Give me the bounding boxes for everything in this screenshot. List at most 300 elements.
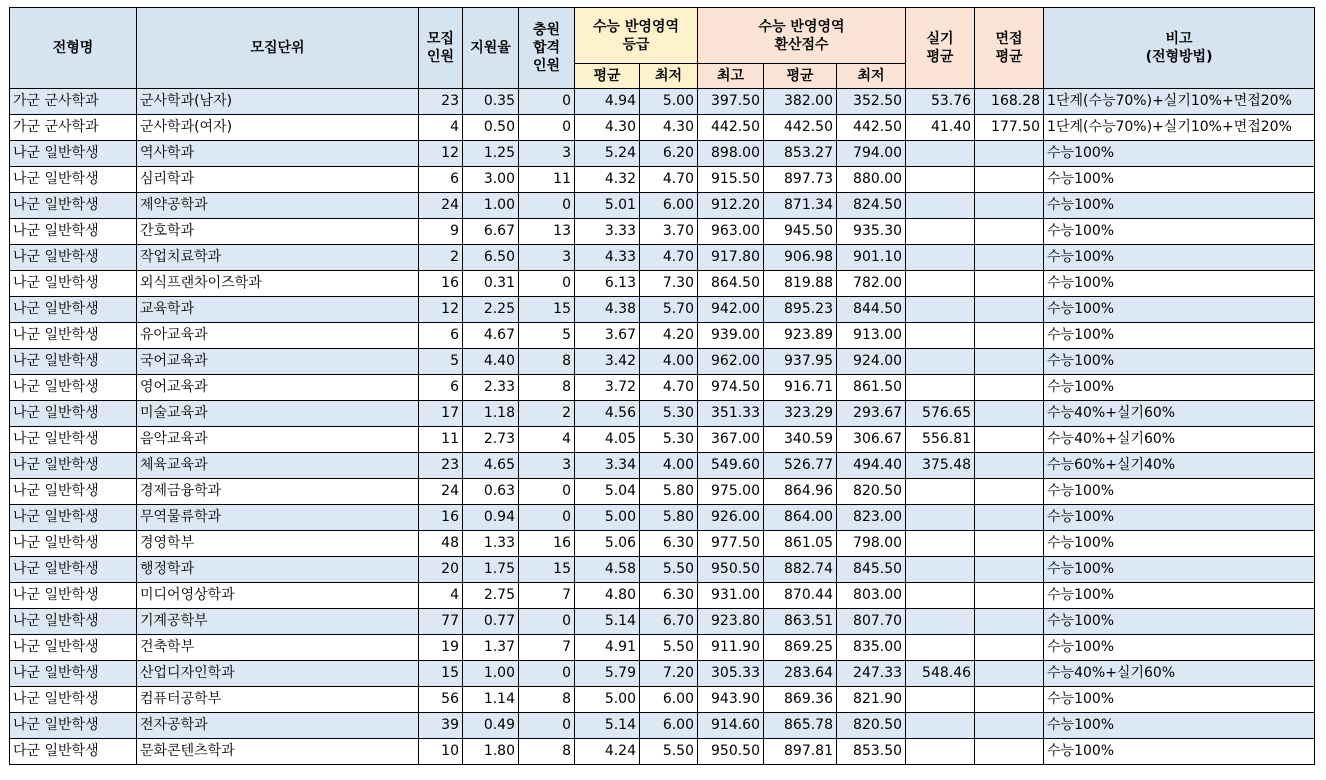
- cell-score-avg: 871.34: [764, 193, 837, 219]
- cell-interview: [975, 349, 1044, 375]
- cell-unit: 건축학부: [137, 635, 419, 661]
- header-ratio: 지원율: [463, 8, 519, 89]
- cell-extra: 3: [519, 245, 575, 271]
- cell-ratio: 0.31: [463, 271, 519, 297]
- cell-practical: [906, 479, 975, 505]
- cell-score-avg: 865.78: [764, 713, 837, 739]
- cell-note: 1단계(수능70%)+실기10%+면접20%: [1044, 115, 1315, 141]
- cell-extra: 8: [519, 349, 575, 375]
- cell-unit: 제약공학과: [137, 193, 419, 219]
- table-row: [10, 245, 1315, 271]
- cell-extra: 0: [519, 115, 575, 141]
- cell-practical: [906, 687, 975, 713]
- table-row: [10, 89, 1315, 115]
- cell-grade-min: 5.00: [640, 89, 698, 115]
- cell-score-avg: 864.00: [764, 505, 837, 531]
- cell-practical: [906, 245, 975, 271]
- cell-note: 수능100%: [1044, 531, 1315, 557]
- table-row: [10, 453, 1315, 479]
- cell-score-max: 305.33: [698, 661, 764, 687]
- cell-grade-min: 4.20: [640, 323, 698, 349]
- cell-grade-avg: 5.24: [575, 141, 640, 167]
- cell-score-min: 924.00: [837, 349, 906, 375]
- cell-practical: [906, 219, 975, 245]
- cell-ratio: 1.33: [463, 531, 519, 557]
- cell-practical: [906, 583, 975, 609]
- cell-quota: 24: [419, 479, 463, 505]
- header-quota: 모집 인원: [419, 8, 463, 89]
- table-row: [10, 167, 1315, 193]
- cell-interview: [975, 193, 1044, 219]
- cell-score-min: 247.33: [837, 661, 906, 687]
- cell-practical: 556.81: [906, 427, 975, 453]
- cell-score-min: 798.00: [837, 531, 906, 557]
- cell-extra: 0: [519, 661, 575, 687]
- cell-type: 나군 일반학생: [10, 661, 137, 687]
- cell-ratio: 1.75: [463, 557, 519, 583]
- cell-grade-min: 6.20: [640, 141, 698, 167]
- cell-note: 수능40%+실기60%: [1044, 401, 1315, 427]
- table-body: [10, 89, 1315, 765]
- cell-score-max: 950.50: [698, 739, 764, 765]
- cell-ratio: 6.67: [463, 219, 519, 245]
- cell-extra: 0: [519, 609, 575, 635]
- cell-score-min: 823.00: [837, 505, 906, 531]
- cell-score-max: 931.00: [698, 583, 764, 609]
- cell-score-min: 853.50: [837, 739, 906, 765]
- cell-score-max: 911.90: [698, 635, 764, 661]
- cell-score-avg: 382.00: [764, 89, 837, 115]
- cell-practical: [906, 349, 975, 375]
- cell-note: 수능100%: [1044, 271, 1315, 297]
- cell-grade-min: 5.80: [640, 505, 698, 531]
- cell-score-avg: 906.98: [764, 245, 837, 271]
- cell-extra: 8: [519, 375, 575, 401]
- cell-score-min: 901.10: [837, 245, 906, 271]
- cell-grade-min: 5.70: [640, 297, 698, 323]
- cell-extra: 15: [519, 297, 575, 323]
- cell-note: 수능60%+실기40%: [1044, 453, 1315, 479]
- cell-type: 나군 일반학생: [10, 401, 137, 427]
- cell-type: 나군 일반학생: [10, 375, 137, 401]
- cell-score-min: 794.00: [837, 141, 906, 167]
- cell-grade-avg: 6.13: [575, 271, 640, 297]
- cell-type: 나군 일반학생: [10, 323, 137, 349]
- cell-unit: 미술교육과: [137, 401, 419, 427]
- cell-score-min: 844.50: [837, 297, 906, 323]
- cell-type: 나군 일반학생: [10, 583, 137, 609]
- cell-score-min: 803.00: [837, 583, 906, 609]
- cell-score-avg: 819.88: [764, 271, 837, 297]
- cell-note: 수능100%: [1044, 375, 1315, 401]
- cell-interview: [975, 479, 1044, 505]
- cell-extra: 16: [519, 531, 575, 557]
- cell-extra: 3: [519, 453, 575, 479]
- cell-score-avg: 323.29: [764, 401, 837, 427]
- cell-grade-avg: 5.06: [575, 531, 640, 557]
- cell-interview: [975, 271, 1044, 297]
- cell-interview: [975, 609, 1044, 635]
- cell-practical: [906, 167, 975, 193]
- cell-grade-avg: 4.33: [575, 245, 640, 271]
- cell-score-avg: 897.81: [764, 739, 837, 765]
- cell-ratio: 2.25: [463, 297, 519, 323]
- cell-ratio: 0.94: [463, 505, 519, 531]
- cell-score-max: 397.50: [698, 89, 764, 115]
- cell-grade-avg: 4.94: [575, 89, 640, 115]
- cell-quota: 6: [419, 375, 463, 401]
- cell-ratio: 2.33: [463, 375, 519, 401]
- cell-unit: 외식프랜차이즈학과: [137, 271, 419, 297]
- cell-practical: 375.48: [906, 453, 975, 479]
- cell-unit: 미디어영상학과: [137, 583, 419, 609]
- cell-type: 나군 일반학생: [10, 193, 137, 219]
- cell-quota: 10: [419, 739, 463, 765]
- cell-score-avg: 283.64: [764, 661, 837, 687]
- cell-ratio: 0.63: [463, 479, 519, 505]
- table-row: [10, 401, 1315, 427]
- table-row: [10, 687, 1315, 713]
- table-row: [10, 141, 1315, 167]
- cell-ratio: 1.80: [463, 739, 519, 765]
- cell-extra: 0: [519, 193, 575, 219]
- header-extra: 충원 합격 인원: [519, 8, 575, 89]
- cell-quota: 77: [419, 609, 463, 635]
- cell-interview: [975, 505, 1044, 531]
- cell-score-min: 782.00: [837, 271, 906, 297]
- cell-score-max: 442.50: [698, 115, 764, 141]
- cell-unit: 전자공학과: [137, 713, 419, 739]
- cell-score-max: 367.00: [698, 427, 764, 453]
- cell-grade-avg: 4.80: [575, 583, 640, 609]
- cell-grade-avg: 5.14: [575, 609, 640, 635]
- cell-quota: 12: [419, 297, 463, 323]
- cell-practical: [906, 141, 975, 167]
- cell-unit: 국어교육과: [137, 349, 419, 375]
- cell-type: 나군 일반학생: [10, 687, 137, 713]
- cell-extra: 3: [519, 141, 575, 167]
- cell-grade-avg: 5.04: [575, 479, 640, 505]
- cell-extra: 8: [519, 739, 575, 765]
- cell-practical: 53.76: [906, 89, 975, 115]
- cell-grade-min: 3.70: [640, 219, 698, 245]
- cell-quota: 5: [419, 349, 463, 375]
- header-interview: 면접 평균: [975, 8, 1044, 89]
- cell-ratio: 4.67: [463, 323, 519, 349]
- cell-score-min: 835.00: [837, 635, 906, 661]
- cell-note: 수능100%: [1044, 609, 1315, 635]
- cell-grade-avg: 3.72: [575, 375, 640, 401]
- cell-quota: 48: [419, 531, 463, 557]
- cell-type: 나군 일반학생: [10, 453, 137, 479]
- cell-grade-avg: 4.05: [575, 427, 640, 453]
- cell-score-avg: 897.73: [764, 167, 837, 193]
- header-grade-group: 수능 반영영역 등급: [575, 8, 698, 64]
- cell-practical: [906, 193, 975, 219]
- cell-unit: 유아교육과: [137, 323, 419, 349]
- cell-type: 나군 일반학생: [10, 713, 137, 739]
- table-row: [10, 531, 1315, 557]
- cell-score-min: 880.00: [837, 167, 906, 193]
- cell-unit: 군사학과(여자): [137, 115, 419, 141]
- cell-ratio: 1.14: [463, 687, 519, 713]
- cell-grade-avg: 5.01: [575, 193, 640, 219]
- cell-score-min: 845.50: [837, 557, 906, 583]
- header-grade-avg: 평균: [575, 64, 640, 89]
- table-row: [10, 479, 1315, 505]
- cell-type: 나군 일반학생: [10, 219, 137, 245]
- cell-ratio: 0.50: [463, 115, 519, 141]
- cell-score-max: 351.33: [698, 401, 764, 427]
- cell-practical: [906, 505, 975, 531]
- cell-grade-avg: 3.42: [575, 349, 640, 375]
- cell-extra: 5: [519, 323, 575, 349]
- cell-score-max: 939.00: [698, 323, 764, 349]
- cell-extra: 0: [519, 479, 575, 505]
- header-score-max: 최고: [698, 64, 764, 89]
- cell-score-min: 293.67: [837, 401, 906, 427]
- cell-score-min: 820.50: [837, 713, 906, 739]
- cell-unit: 무역물류학과: [137, 505, 419, 531]
- cell-unit: 군사학과(남자): [137, 89, 419, 115]
- cell-grade-avg: 5.79: [575, 661, 640, 687]
- cell-score-avg: 853.27: [764, 141, 837, 167]
- cell-score-avg: 869.36: [764, 687, 837, 713]
- cell-unit: 교육학과: [137, 297, 419, 323]
- cell-note: 수능100%: [1044, 739, 1315, 765]
- cell-score-max: 915.50: [698, 167, 764, 193]
- cell-grade-avg: 4.38: [575, 297, 640, 323]
- cell-extra: 0: [519, 713, 575, 739]
- cell-quota: 4: [419, 115, 463, 141]
- cell-extra: 2: [519, 401, 575, 427]
- cell-type: 나군 일반학생: [10, 479, 137, 505]
- cell-grade-avg: 4.91: [575, 635, 640, 661]
- cell-grade-avg: 3.67: [575, 323, 640, 349]
- cell-score-max: 864.50: [698, 271, 764, 297]
- cell-quota: 15: [419, 661, 463, 687]
- table-row: [10, 557, 1315, 583]
- cell-grade-avg: 4.58: [575, 557, 640, 583]
- cell-score-max: 950.50: [698, 557, 764, 583]
- cell-note: 수능100%: [1044, 245, 1315, 271]
- cell-score-max: 962.00: [698, 349, 764, 375]
- cell-grade-avg: 4.32: [575, 167, 640, 193]
- cell-score-avg: 863.51: [764, 609, 837, 635]
- cell-grade-min: 4.00: [640, 453, 698, 479]
- cell-grade-min: 6.30: [640, 531, 698, 557]
- cell-practical: [906, 609, 975, 635]
- cell-interview: [975, 245, 1044, 271]
- cell-type: 나군 일반학생: [10, 271, 137, 297]
- cell-quota: 6: [419, 167, 463, 193]
- cell-ratio: 1.37: [463, 635, 519, 661]
- cell-ratio: 1.25: [463, 141, 519, 167]
- cell-unit: 음악교육과: [137, 427, 419, 453]
- header-type: 전형명: [10, 8, 137, 89]
- cell-grade-min: 5.80: [640, 479, 698, 505]
- cell-interview: [975, 557, 1044, 583]
- cell-practical: 41.40: [906, 115, 975, 141]
- table-row: [10, 271, 1315, 297]
- cell-type: 가군 군사학과: [10, 89, 137, 115]
- cell-quota: 4: [419, 583, 463, 609]
- cell-interview: [975, 531, 1044, 557]
- cell-extra: 13: [519, 219, 575, 245]
- cell-ratio: 1.00: [463, 661, 519, 687]
- header-grade-min: 최저: [640, 64, 698, 89]
- cell-note: 수능100%: [1044, 635, 1315, 661]
- cell-interview: 177.50: [975, 115, 1044, 141]
- cell-score-avg: 526.77: [764, 453, 837, 479]
- cell-interview: [975, 167, 1044, 193]
- table-row: [10, 583, 1315, 609]
- cell-grade-min: 4.70: [640, 375, 698, 401]
- cell-practical: [906, 635, 975, 661]
- cell-note: 수능100%: [1044, 583, 1315, 609]
- cell-grade-avg: 5.14: [575, 713, 640, 739]
- cell-quota: 16: [419, 505, 463, 531]
- cell-practical: [906, 739, 975, 765]
- cell-score-max: 942.00: [698, 297, 764, 323]
- cell-interview: [975, 739, 1044, 765]
- cell-quota: 9: [419, 219, 463, 245]
- cell-score-min: 352.50: [837, 89, 906, 115]
- cell-type: 나군 일반학생: [10, 349, 137, 375]
- cell-score-avg: 882.74: [764, 557, 837, 583]
- cell-score-min: 821.90: [837, 687, 906, 713]
- cell-interview: [975, 375, 1044, 401]
- table-row: [10, 713, 1315, 739]
- cell-score-max: 914.60: [698, 713, 764, 739]
- cell-score-max: 926.00: [698, 505, 764, 531]
- cell-note: 수능100%: [1044, 713, 1315, 739]
- header-practical: 실기 평균: [906, 8, 975, 89]
- cell-score-min: 913.00: [837, 323, 906, 349]
- cell-grade-min: 5.30: [640, 401, 698, 427]
- cell-note: 수능40%+실기60%: [1044, 427, 1315, 453]
- cell-interview: [975, 427, 1044, 453]
- cell-unit: 작업치료학과: [137, 245, 419, 271]
- cell-score-avg: 869.25: [764, 635, 837, 661]
- cell-grade-min: 5.30: [640, 427, 698, 453]
- cell-note: 수능100%: [1044, 141, 1315, 167]
- cell-interview: [975, 453, 1044, 479]
- cell-ratio: 3.00: [463, 167, 519, 193]
- cell-grade-avg: 3.34: [575, 453, 640, 479]
- cell-score-avg: 937.95: [764, 349, 837, 375]
- cell-grade-min: 5.50: [640, 635, 698, 661]
- cell-score-max: 963.00: [698, 219, 764, 245]
- cell-grade-avg: 3.33: [575, 219, 640, 245]
- cell-quota: 11: [419, 427, 463, 453]
- cell-grade-avg: 4.24: [575, 739, 640, 765]
- cell-unit: 체육교육과: [137, 453, 419, 479]
- table-row: [10, 427, 1315, 453]
- cell-grade-min: 4.70: [640, 245, 698, 271]
- cell-extra: 0: [519, 271, 575, 297]
- cell-grade-min: 7.20: [640, 661, 698, 687]
- cell-interview: [975, 661, 1044, 687]
- cell-note: 수능100%: [1044, 219, 1315, 245]
- admission-results-table: [9, 7, 1315, 765]
- cell-type: 나군 일반학생: [10, 167, 137, 193]
- cell-score-min: 820.50: [837, 479, 906, 505]
- cell-ratio: 2.75: [463, 583, 519, 609]
- cell-quota: 12: [419, 141, 463, 167]
- cell-score-avg: 442.50: [764, 115, 837, 141]
- cell-grade-min: 6.30: [640, 583, 698, 609]
- cell-score-avg: 916.71: [764, 375, 837, 401]
- cell-grade-min: 6.00: [640, 713, 698, 739]
- cell-note: 수능100%: [1044, 193, 1315, 219]
- cell-score-min: 935.30: [837, 219, 906, 245]
- cell-ratio: 0.49: [463, 713, 519, 739]
- cell-extra: 7: [519, 635, 575, 661]
- cell-score-max: 917.80: [698, 245, 764, 271]
- cell-score-avg: 945.50: [764, 219, 837, 245]
- cell-type: 다군 일반학생: [10, 739, 137, 765]
- cell-unit: 영어교육과: [137, 375, 419, 401]
- cell-practical: [906, 531, 975, 557]
- cell-ratio: 6.50: [463, 245, 519, 271]
- cell-score-min: 861.50: [837, 375, 906, 401]
- cell-interview: [975, 583, 1044, 609]
- cell-practical: [906, 323, 975, 349]
- cell-grade-min: 5.50: [640, 557, 698, 583]
- cell-type: 나군 일반학생: [10, 427, 137, 453]
- cell-score-avg: 861.05: [764, 531, 837, 557]
- cell-score-max: 975.00: [698, 479, 764, 505]
- cell-practical: [906, 375, 975, 401]
- cell-ratio: 4.65: [463, 453, 519, 479]
- cell-extra: 0: [519, 505, 575, 531]
- cell-interview: [975, 713, 1044, 739]
- cell-type: 나군 일반학생: [10, 297, 137, 323]
- cell-type: 가군 군사학과: [10, 115, 137, 141]
- cell-ratio: 4.40: [463, 349, 519, 375]
- cell-grade-min: 4.70: [640, 167, 698, 193]
- cell-score-min: 442.50: [837, 115, 906, 141]
- cell-note: 1단계(수능70%)+실기10%+면접20%: [1044, 89, 1315, 115]
- cell-extra: 7: [519, 583, 575, 609]
- cell-type: 나군 일반학생: [10, 531, 137, 557]
- table-row: [10, 609, 1315, 635]
- cell-score-max: 549.60: [698, 453, 764, 479]
- cell-interview: [975, 141, 1044, 167]
- cell-quota: 56: [419, 687, 463, 713]
- cell-ratio: 0.77: [463, 609, 519, 635]
- cell-unit: 행정학과: [137, 557, 419, 583]
- cell-unit: 컴퓨터공학부: [137, 687, 419, 713]
- cell-score-max: 943.90: [698, 687, 764, 713]
- cell-unit: 산업디자인학과: [137, 661, 419, 687]
- cell-practical: [906, 271, 975, 297]
- cell-note: 수능100%: [1044, 557, 1315, 583]
- cell-grade-avg: 5.00: [575, 687, 640, 713]
- cell-quota: 19: [419, 635, 463, 661]
- cell-unit: 역사학과: [137, 141, 419, 167]
- table-row: [10, 635, 1315, 661]
- cell-type: 나군 일반학생: [10, 141, 137, 167]
- cell-type: 나군 일반학생: [10, 505, 137, 531]
- cell-score-avg: 340.59: [764, 427, 837, 453]
- cell-note: 수능100%: [1044, 687, 1315, 713]
- cell-extra: 8: [519, 687, 575, 713]
- cell-score-avg: 895.23: [764, 297, 837, 323]
- cell-unit: 문화콘텐츠학과: [137, 739, 419, 765]
- cell-score-min: 306.67: [837, 427, 906, 453]
